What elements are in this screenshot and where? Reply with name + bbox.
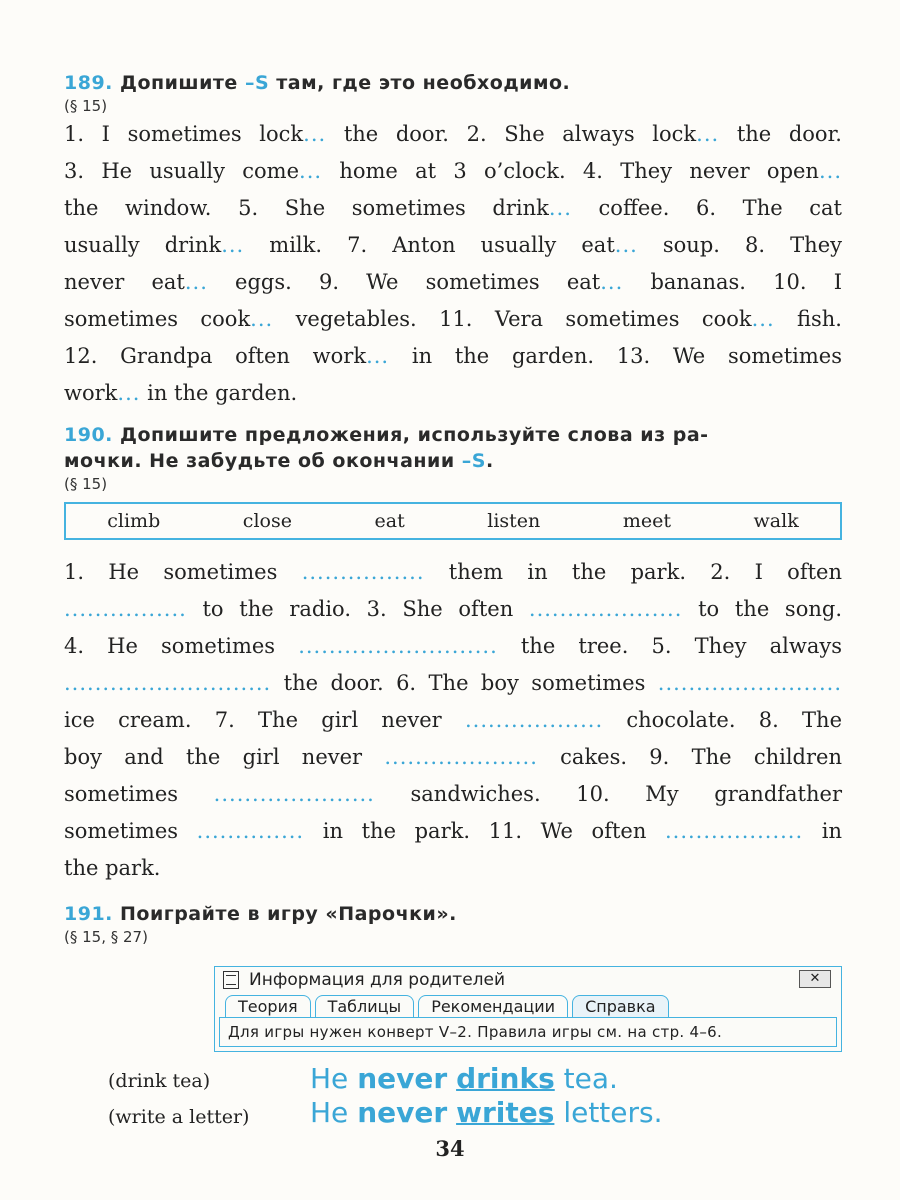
- text-line: [64, 628, 842, 665]
- text-segment: fish.: [774, 307, 842, 331]
- title-accent: –S: [244, 72, 270, 94]
- text-segment: 12. Grandpa often work: [64, 344, 367, 368]
- title-part: .: [485, 450, 494, 472]
- info-panel-body: Для игры нужен конверт V–2. Правила игры см. на стр. 4–6.: [219, 1017, 837, 1047]
- exercise-191: [64, 901, 842, 947]
- title-part: Допишите: [120, 72, 238, 94]
- answer-blank[interactable]: ...: [250, 307, 274, 331]
- text-segment: ice cream. 7. The girl never: [64, 708, 465, 732]
- word-box-item: meet: [622, 510, 671, 532]
- answer-blank[interactable]: ...: [696, 122, 720, 146]
- exercise-number: 191.: [64, 903, 113, 925]
- text-line: [64, 776, 842, 813]
- tab-recommendations[interactable]: Рекомендации: [418, 995, 568, 1017]
- paragraph-reference: (§ 15): [64, 97, 108, 115]
- text-segment: sometimes cook: [64, 307, 251, 331]
- info-tabs: [215, 993, 841, 1017]
- info-panel-titlebar: [215, 967, 841, 993]
- text-segment: the park.: [64, 856, 161, 880]
- answer-blank[interactable]: ...: [548, 196, 572, 220]
- text-segment: to the song.: [682, 597, 842, 621]
- answer-blank[interactable]: ................: [301, 560, 425, 584]
- text-segment: the door.: [719, 122, 842, 146]
- answer-blank[interactable]: ...: [614, 233, 638, 257]
- text-segment: them in the park. 2. I often: [424, 560, 842, 584]
- text-segment: 1. He sometimes: [64, 560, 302, 584]
- text-segment: in the garden. 13. We sometimes: [389, 344, 842, 368]
- text-segment: 3. He usually come: [64, 159, 300, 183]
- tab-reference[interactable]: Справка: [572, 995, 669, 1017]
- paragraph-reference: (§ 15, § 27): [64, 928, 148, 946]
- answer-blank[interactable]: ....................: [528, 597, 683, 621]
- answer-blank[interactable]: ...: [366, 344, 390, 368]
- text-line: [64, 554, 842, 591]
- text-segment: in: [803, 819, 842, 843]
- answer-blank[interactable]: ...: [303, 122, 327, 146]
- answer-blank[interactable]: ..................: [664, 819, 804, 843]
- text-segment: soup. 8. They: [637, 233, 842, 257]
- text-segment: home at 3 o’clock. 4. They never open: [322, 159, 819, 183]
- exercise-190-title: [64, 422, 842, 474]
- answer-word: tea.: [563, 1062, 618, 1095]
- exercise-189-title: [64, 70, 842, 96]
- answer-blank[interactable]: ..........................: [298, 634, 498, 658]
- answer-blank[interactable]: ...: [184, 270, 208, 294]
- text-line: [64, 301, 842, 338]
- text-line: [64, 264, 842, 301]
- text-line: [64, 591, 842, 628]
- title-part: Поиграйте в игру «Парочки».: [120, 903, 457, 925]
- text-segment: milk. 7. Anton usually eat: [244, 233, 615, 257]
- text-segment: never eat: [64, 270, 185, 294]
- page-number: 34: [435, 1136, 465, 1161]
- title-accent: –S: [461, 450, 486, 472]
- text-segment: sandwiches. 10. My grandfather: [374, 782, 842, 806]
- title-part: мочки. Не забудьте об окончании: [64, 450, 455, 472]
- text-segment: coffee. 6. The cat: [571, 196, 842, 220]
- answer-verb: drinks: [456, 1062, 555, 1095]
- exercise-number: 190.: [64, 424, 113, 446]
- example-prompt: (write a letter): [108, 1106, 250, 1128]
- text-segment: eggs. 9. We sometimes eat: [207, 270, 601, 294]
- text-segment: bananas. 10. I: [623, 270, 842, 294]
- word-box: [64, 502, 842, 540]
- answer-blank[interactable]: .....................: [213, 782, 375, 806]
- text-line: [64, 338, 842, 375]
- exercise-191-title: [64, 901, 842, 927]
- tab-tables[interactable]: Таблицы: [315, 995, 415, 1017]
- text-line: [64, 153, 842, 190]
- answer-blank[interactable]: ...: [600, 270, 624, 294]
- page-content: [64, 70, 842, 947]
- text-segment: sometimes: [64, 782, 214, 806]
- text-segment: usually drink: [64, 233, 222, 257]
- info-panel-title: Информация для родителей: [249, 970, 506, 990]
- text-line: [64, 190, 842, 227]
- example-answer: [310, 1096, 663, 1129]
- example-prompt: (drink tea): [108, 1070, 211, 1092]
- exercise-189: [64, 70, 842, 412]
- tab-theory[interactable]: Теория: [225, 995, 311, 1017]
- text-line: [64, 739, 842, 776]
- answer-blank[interactable]: ...: [818, 159, 842, 183]
- answer-blank[interactable]: ................: [64, 597, 187, 621]
- answer-blank[interactable]: ...: [299, 159, 323, 183]
- exercise-number: 189.: [64, 72, 113, 94]
- word-box-item: walk: [753, 510, 799, 532]
- text-segment: sometimes: [64, 819, 197, 843]
- answer-word: never: [357, 1096, 448, 1129]
- text-segment: 1. I sometimes lock: [64, 122, 304, 146]
- answer-blank[interactable]: ...........................: [64, 671, 272, 695]
- answer-blank[interactable]: ..................: [464, 708, 604, 732]
- text-segment: in the garden.: [140, 381, 298, 405]
- text-segment: the tree. 5. They always: [497, 634, 842, 658]
- text-segment: the window. 5. She sometimes drink: [64, 196, 549, 220]
- word-box-item: eat: [374, 510, 405, 532]
- exercise-190: [64, 422, 842, 887]
- exercise-190-text: [64, 554, 842, 887]
- text-line: [64, 227, 842, 264]
- text-line: [64, 665, 842, 702]
- text-line: [64, 850, 842, 887]
- word-box-item: listen: [487, 510, 541, 532]
- answer-word: never: [357, 1062, 448, 1095]
- document-icon: [223, 971, 239, 989]
- text-segment: the door. 2. She always lock: [326, 122, 697, 146]
- text-line: [64, 702, 842, 739]
- answer-word: He: [310, 1062, 349, 1095]
- text-segment: 4. He sometimes: [64, 634, 299, 658]
- text-segment: vegetables. 11. Vera sometimes cook: [273, 307, 752, 331]
- text-line: [64, 813, 842, 850]
- text-segment: to the radio. 3. She often: [186, 597, 529, 621]
- answer-word: letters.: [563, 1096, 663, 1129]
- title-part: там, где это необходимо.: [276, 72, 571, 94]
- text-segment: in the park. 11. We often: [304, 819, 665, 843]
- answer-blank[interactable]: ........................: [657, 671, 842, 695]
- text-segment: work: [64, 381, 118, 405]
- answer-blank[interactable]: ....................: [384, 745, 538, 769]
- text-line: [64, 375, 842, 412]
- word-box-item: close: [242, 510, 292, 532]
- word-box-item: climb: [107, 510, 161, 532]
- text-segment: chocolate. 8. The: [603, 708, 842, 732]
- example-answer: [310, 1062, 618, 1095]
- answer-word: He: [310, 1096, 349, 1129]
- answer-blank[interactable]: ...: [221, 233, 245, 257]
- close-button[interactable]: ✕: [799, 970, 831, 988]
- answer-verb: writes: [456, 1096, 555, 1129]
- answer-blank[interactable]: ...: [117, 381, 141, 405]
- text-segment: the door. 6. The boy sometimes: [271, 671, 658, 695]
- text-segment: cakes. 9. The children: [537, 745, 842, 769]
- parents-info-panel: [214, 966, 842, 1052]
- text-segment: boy and the girl never: [64, 745, 385, 769]
- exercise-189-text: [64, 116, 842, 412]
- answer-blank[interactable]: ...: [751, 307, 775, 331]
- text-line: [64, 116, 842, 153]
- answer-blank[interactable]: ..............: [196, 819, 305, 843]
- title-part: Допишите предложения, используйте слова из ра-: [120, 424, 709, 446]
- paragraph-reference: (§ 15): [64, 475, 108, 493]
